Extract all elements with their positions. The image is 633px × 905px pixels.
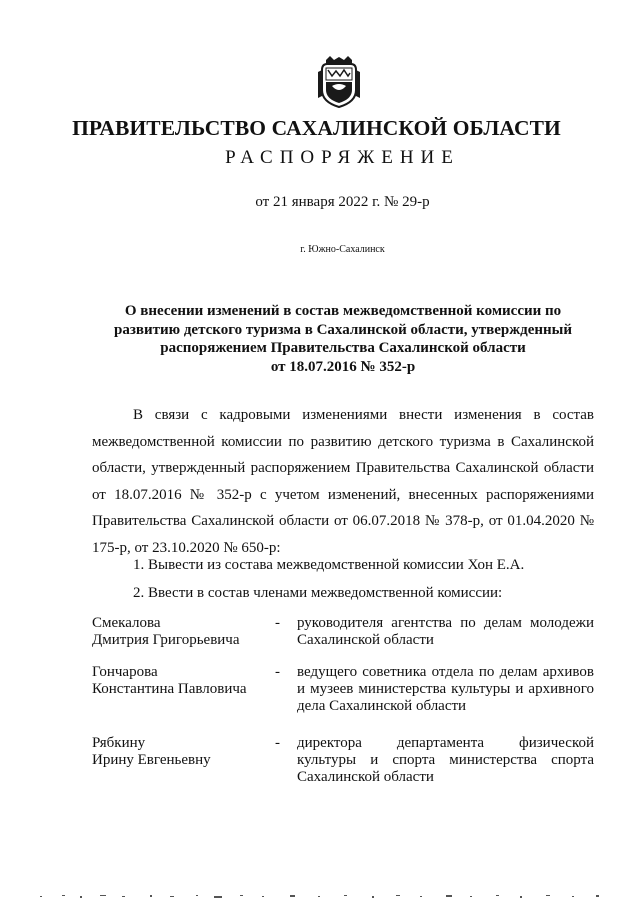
member-role: ведущего советника отдела по делам архивов и музеев министерства культуры и архивного дела Сахалинской области [297, 664, 594, 714]
member-given-name: Дмитрия Григорьевича [92, 632, 240, 648]
member-given-name: Ирину Евгеньевну [92, 752, 211, 768]
subject-line: от 18.07.2016 № 352-р [270, 358, 416, 375]
scan-artifact-line [0, 892, 633, 900]
document-date: от 21 января 2022 г. № 29-р [255, 194, 430, 210]
member-surname: Рябкину [92, 735, 146, 751]
member-given-name: Константина Павловича [92, 681, 247, 697]
member-dash: - [275, 615, 280, 631]
document-city: г. Южно-Сахалинск [300, 244, 385, 255]
member-name [92, 735, 272, 769]
member-role: руководителя агентства по делам молодежи Сахалинской области [297, 615, 594, 648]
list-item: 2. Ввести в состав членами межведомственной комиссии: [133, 585, 503, 601]
document-subject [92, 302, 594, 376]
body-paragraph: В связи с кадровыми изменениями внести изменения в состав межведомственной комиссии по развитию детского туризма в Сахалинской области, утвержденный распоряжением Правительства Сахалинской области от 18.07.2016 № 352-р с учетом изменений, внесенных распоряжениями Правительства Сахалинской области от 06.07.2018 № 378-р, от 01.04.2020 № 175-р, от 23.10.2020 № 650-р: [92, 407, 594, 556]
member-dash: - [275, 664, 280, 680]
subject-line: О внесении изменений в состав межведомственной комиссии по [124, 303, 562, 319]
member-dash: - [275, 735, 280, 751]
member-surname: Смекалова [92, 615, 161, 631]
member-name [92, 615, 272, 649]
list-item: 1. Вывести из состава межведомственной комиссии Хон Е.А. [133, 557, 525, 573]
member-name [92, 664, 272, 698]
member-surname: Гончарова [92, 664, 158, 680]
government-title: ПРАВИТЕЛЬСТВО САХАЛИНСКОЙ ОБЛАСТИ [72, 116, 561, 140]
member-role: директора департамента физической культуры и спорта министерства спорта Сахалинской области [297, 735, 594, 785]
subject-line: распоряжением Правительства Сахалинской области [160, 340, 526, 356]
coat-of-arms-icon [318, 56, 360, 108]
document-type: РАСПОРЯЖЕНИЕ [225, 147, 460, 168]
subject-line: развитию детского туризма в Сахалинской области, утвержденный [113, 321, 572, 338]
